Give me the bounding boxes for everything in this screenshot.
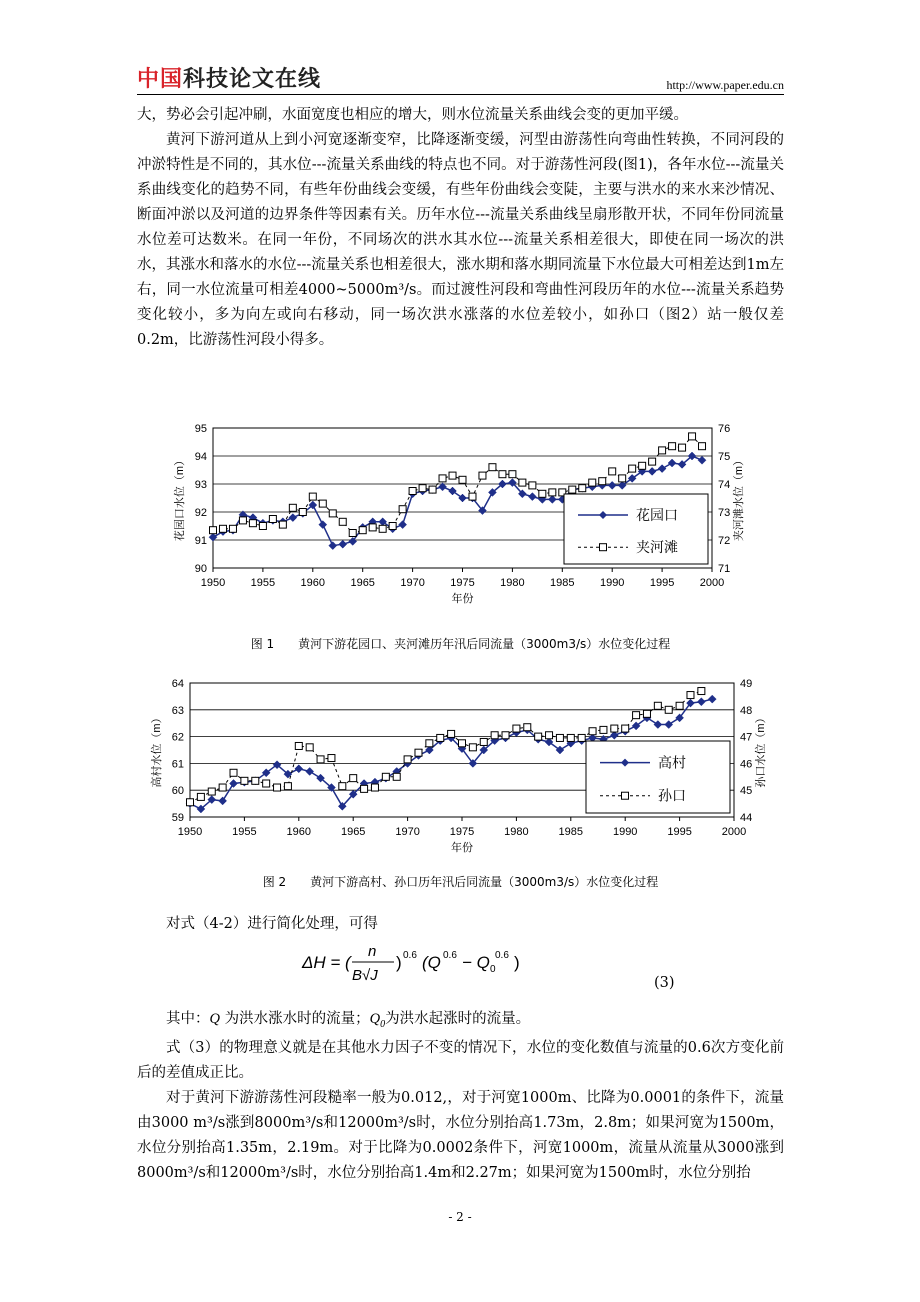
- y-tick-label-left: 62: [171, 731, 184, 744]
- data-point-夹河滩: [549, 489, 556, 496]
- equation-number: (3): [654, 975, 675, 991]
- y-tick-label-left: 90: [194, 563, 207, 575]
- data-point-夹河滩: [589, 479, 596, 486]
- paragraph: 对于黄河下游游荡性河段糙率一般为0.012,，对于河宽1000m、比降为0.0001的条件下，流量由3000 m³/s涨到8000m³/s和12000m³/s时，水位分别抬高1.73m，2.8m；如果河宽为1500m，水位分别抬高1.35m，2.19m。对于比降为0.0002条件下，河宽1000m，流量从流量从3000涨到8000m³/s和12000m³/s时，水位分别抬高1.4m和2.27m；如果河宽为1500m时，水位分别抬: [137, 1090, 784, 1181]
- page-number: - 2 -: [448, 1210, 472, 1224]
- data-point-孙口: [448, 730, 455, 737]
- data-point-夹河滩: [379, 525, 386, 532]
- figure-1: [137, 415, 784, 660]
- legend-label: 孙口: [658, 787, 686, 804]
- svg-text:): ): [396, 953, 402, 972]
- data-point-孙口: [611, 725, 618, 732]
- data-point-夹河滩: [439, 475, 446, 482]
- data-point-孙口: [274, 784, 281, 791]
- data-point-夹河滩: [649, 458, 656, 465]
- data-point-孙口: [535, 733, 542, 740]
- x-tick-label: 1985: [558, 826, 584, 838]
- data-point-夹河滩: [479, 472, 486, 479]
- data-point-夹河滩: [389, 523, 396, 530]
- legend-marker: [622, 792, 629, 799]
- paragraph: 黄河下游河道从上到小河宽逐渐变窄，比降逐渐变缓，河型由游荡性向弯曲性转换，不同河段的冲淤特性是不同的，其水位---流量关系曲线的特点也不同。对于游荡性河段(图1)，各年水位---流量关系曲线变化的趋势不同，有些年份曲线会变缓，有些年份曲线会变陡，主要与洪水的来水来沙情况、断面冲淤以及河道的边界条件等因素有关。历年水位---流量关系曲线呈扇形散开状，不同年份同流量水位差可达数米。在同一年份，不同场次的洪水其水位---流量关系相差很大，即使在同一场次的洪水，其涨水和落水的水位---流量关系也相差很大，涨水期和落水期同流量下水位最大可相差达到1m左右，同一水位流量可相差4000~5000m³/s。而过渡性河段和弯曲性河段历年的水位---流量关系趋势变化较小，多为向左或向右移动，同一场次洪水涨落的水位差较小，如孙口（图2）站一般仅差0.2m，比游荡性河段小得多。: [137, 132, 784, 348]
- data-point-夹河滩: [499, 471, 506, 478]
- x-tick-label: 1975: [450, 577, 475, 589]
- data-point-孙口: [676, 702, 683, 709]
- data-point-夹河滩: [319, 500, 326, 507]
- data-point-孙口: [295, 742, 302, 749]
- data-point-夹河滩: [579, 485, 586, 492]
- data-point-孙口: [284, 783, 291, 790]
- data-point-夹河滩: [429, 486, 436, 493]
- data-point-孙口: [219, 784, 226, 791]
- body-text-bottom: [137, 1036, 784, 1186]
- q-symbol: Q: [209, 1011, 220, 1027]
- y-axis-title-left: 高村水位（m）: [151, 712, 163, 788]
- y-tick-label-right: 76: [718, 423, 731, 435]
- data-point-夹河滩: [449, 472, 456, 479]
- svg-text:ΔH = (: ΔH = (: [302, 953, 351, 972]
- where-q: 为洪水涨水时的流量；: [224, 1011, 370, 1027]
- svg-text:B√J: B√J: [352, 967, 378, 984]
- where-q0: 为洪水起涨时的流量。: [385, 1011, 531, 1027]
- data-point-夹河滩: [469, 493, 476, 500]
- data-point-孙口: [556, 734, 563, 741]
- y-tick-label-right: 72: [718, 535, 731, 547]
- chart-1: [137, 415, 784, 625]
- data-point-孙口: [665, 706, 672, 713]
- x-tick-label: 1975: [449, 826, 475, 838]
- data-point-孙口: [480, 738, 487, 745]
- data-point-孙口: [437, 734, 444, 741]
- y-tick-label-left: 60: [171, 785, 184, 798]
- paragraph: 大，势必会引起冲刷，水面宽度也相应的增大，则水位流量关系曲线会变的更加平缓。: [137, 107, 688, 123]
- x-tick-label: 2000: [699, 577, 725, 589]
- x-tick-label: 1970: [400, 577, 425, 589]
- data-point-夹河滩: [509, 471, 516, 478]
- y-tick-label-right: 75: [718, 451, 731, 463]
- x-tick-label: 1960: [300, 577, 326, 589]
- data-point-孙口: [622, 725, 629, 732]
- data-point-孙口: [546, 732, 553, 739]
- figure-1-caption: 图 1 黄河下游花园口、夹河滩历年汛后同流量（3000m3/s）水位变化过程: [250, 637, 671, 651]
- x-axis-title: 年份: [451, 593, 474, 605]
- x-tick-label: 1965: [340, 826, 366, 838]
- legend-label: 高村: [658, 754, 686, 771]
- data-point-孙口: [415, 749, 422, 756]
- data-point-夹河滩: [619, 475, 626, 482]
- y-axis-title-right: 孙口水位（m）: [755, 712, 767, 788]
- data-point-孙口: [654, 702, 661, 709]
- data-point-夹河滩: [679, 444, 686, 451]
- data-point-夹河滩: [609, 468, 616, 475]
- equation-3: [300, 940, 560, 986]
- svg-text:): ): [514, 953, 520, 972]
- data-point-孙口: [350, 775, 357, 782]
- x-tick-label: 1950: [200, 577, 226, 589]
- data-point-夹河滩: [299, 509, 306, 516]
- data-point-孙口: [426, 740, 433, 747]
- x-axis-title: 年份: [451, 842, 473, 854]
- x-tick-label: 1995: [667, 826, 692, 838]
- data-point-孙口: [382, 773, 389, 780]
- page-header: [137, 62, 784, 95]
- data-point-孙口: [230, 769, 237, 776]
- svg-text:0.6: 0.6: [443, 950, 457, 961]
- x-tick-label: 1995: [649, 577, 675, 589]
- data-point-夹河滩: [349, 530, 356, 537]
- data-point-夹河滩: [269, 516, 276, 523]
- data-point-夹河滩: [329, 510, 336, 517]
- data-point-孙口: [698, 688, 705, 695]
- data-point-孙口: [328, 755, 335, 762]
- svg-text:− Q: − Q: [462, 953, 490, 972]
- data-point-孙口: [197, 793, 204, 800]
- y-tick-label-right: 48: [740, 704, 753, 717]
- data-point-孙口: [241, 777, 248, 784]
- q0-symbol: $Q_0$: [369, 1011, 386, 1030]
- x-tick-label: 1980: [500, 577, 525, 589]
- data-point-夹河滩: [289, 504, 296, 511]
- y-axis-title-left: 花园口水位（m）: [174, 454, 186, 542]
- data-point-孙口: [371, 784, 378, 791]
- data-point-孙口: [578, 734, 585, 741]
- logo-dark-text: 科技论文在线: [183, 67, 322, 92]
- svg-text:(Q: (Q: [422, 953, 441, 972]
- legend-label: 花园口: [636, 507, 678, 523]
- x-tick-label: 1970: [395, 826, 420, 838]
- x-tick-label: 1965: [350, 577, 375, 589]
- legend-label: 夹河滩: [636, 539, 678, 556]
- y-tick-label-left: 93: [194, 479, 207, 491]
- x-tick-label: 1985: [550, 577, 575, 589]
- data-point-夹河滩: [409, 488, 416, 495]
- x-tick-label: 2000: [721, 826, 747, 838]
- legend-marker: [600, 544, 607, 551]
- data-point-夹河滩: [359, 527, 366, 534]
- y-tick-label-right: 45: [740, 785, 753, 798]
- data-point-夹河滩: [339, 518, 346, 525]
- y-tick-label-left: 63: [171, 704, 184, 717]
- y-tick-label-right: 44: [740, 812, 753, 824]
- data-point-夹河滩: [689, 433, 696, 440]
- y-tick-label-right: 74: [718, 479, 731, 491]
- data-point-孙口: [208, 788, 215, 795]
- data-point-夹河滩: [459, 476, 466, 483]
- data-point-孙口: [361, 785, 368, 792]
- svg-text:0: 0: [490, 964, 496, 975]
- data-point-孙口: [589, 728, 596, 735]
- y-tick-label-left: 91: [194, 535, 207, 547]
- x-tick-label: 1990: [612, 826, 638, 838]
- data-point-孙口: [567, 734, 574, 741]
- data-point-孙口: [317, 756, 324, 763]
- figure-2: [137, 670, 784, 895]
- y-tick-label-left: 61: [171, 758, 184, 771]
- data-point-孙口: [252, 777, 259, 784]
- y-tick-label-right: 46: [740, 758, 753, 771]
- data-point-夹河滩: [419, 485, 426, 492]
- data-point-夹河滩: [519, 479, 526, 486]
- data-point-夹河滩: [529, 482, 536, 489]
- data-point-夹河滩: [539, 490, 546, 497]
- data-point-孙口: [393, 773, 400, 780]
- y-tick-label-right: 47: [740, 731, 753, 744]
- body-text-top: [137, 103, 784, 353]
- data-point-孙口: [187, 799, 194, 806]
- equation-intro: [137, 912, 784, 937]
- data-point-孙口: [469, 744, 476, 751]
- data-point-孙口: [633, 712, 640, 719]
- data-point-孙口: [339, 783, 346, 790]
- header-url[interactable]: http://www.paper.edu.cn: [666, 78, 784, 92]
- x-tick-label: 1955: [232, 826, 257, 838]
- y-tick-label-right: 71: [718, 563, 731, 575]
- data-point-夹河滩: [639, 462, 646, 469]
- figure-2-caption: 图 2 黄河下游高村、孙口历年汛后同流量（3000m3/s）水位变化过程: [262, 875, 659, 889]
- data-point-夹河滩: [599, 478, 606, 485]
- data-point-夹河滩: [699, 443, 706, 450]
- data-point-夹河滩: [229, 525, 236, 532]
- svg-text:0.6: 0.6: [495, 950, 509, 961]
- equation-graphic: [300, 940, 560, 986]
- data-point-孙口: [687, 692, 694, 699]
- y-tick-label-left: 92: [194, 507, 207, 519]
- x-tick-label: 1960: [286, 826, 312, 838]
- data-point-夹河滩: [399, 506, 406, 513]
- paragraph: 式（3）的物理意义就是在其他水力因子不变的情况下，水位的变化数值与流量的0.6次方变化前后的差值成正比。: [137, 1040, 784, 1081]
- data-point-夹河滩: [659, 447, 666, 454]
- y-tick-label-left: 59: [171, 812, 184, 824]
- y-tick-label-left: 64: [171, 678, 184, 690]
- data-point-孙口: [524, 724, 531, 731]
- y-tick-label-right: 49: [740, 678, 753, 690]
- where-lead: 其中：: [166, 1011, 210, 1027]
- data-point-夹河滩: [279, 521, 286, 528]
- data-point-夹河滩: [259, 523, 266, 530]
- data-point-孙口: [263, 780, 270, 787]
- logo: [137, 62, 321, 93]
- data-point-夹河滩: [669, 443, 676, 450]
- x-tick-label: 1950: [177, 826, 203, 838]
- data-point-孙口: [643, 710, 650, 717]
- data-point-夹河滩: [629, 465, 636, 472]
- paragraph: 对式（4-2）进行简化处理，可得: [166, 916, 378, 932]
- data-point-夹河滩: [249, 520, 256, 527]
- data-point-孙口: [306, 744, 313, 751]
- svg-text:0.6: 0.6: [403, 950, 417, 961]
- data-point-孙口: [404, 756, 411, 763]
- y-axis-title-right: 夹河滩水位（m）: [733, 454, 745, 542]
- svg-text:n: n: [368, 943, 377, 960]
- data-point-夹河滩: [239, 517, 246, 524]
- x-tick-label: 1990: [599, 577, 625, 589]
- data-point-夹河滩: [210, 527, 217, 534]
- logo-red-text: 中国: [137, 67, 184, 92]
- data-point-夹河滩: [569, 486, 576, 493]
- x-tick-label: 1980: [504, 826, 529, 838]
- data-point-孙口: [513, 725, 520, 732]
- data-point-夹河滩: [309, 493, 316, 500]
- chart-2: [137, 670, 784, 862]
- data-point-孙口: [459, 740, 466, 747]
- data-point-孙口: [491, 732, 498, 739]
- where-line: [137, 1007, 784, 1037]
- data-point-夹河滩: [219, 525, 226, 532]
- data-point-孙口: [600, 726, 607, 733]
- x-tick-label: 1955: [250, 577, 276, 589]
- data-point-孙口: [502, 732, 509, 739]
- y-tick-label-left: 94: [194, 451, 207, 463]
- y-tick-label-right: 73: [718, 507, 731, 519]
- data-point-夹河滩: [369, 524, 376, 531]
- y-tick-label-left: 95: [194, 423, 207, 435]
- data-point-夹河滩: [489, 464, 496, 471]
